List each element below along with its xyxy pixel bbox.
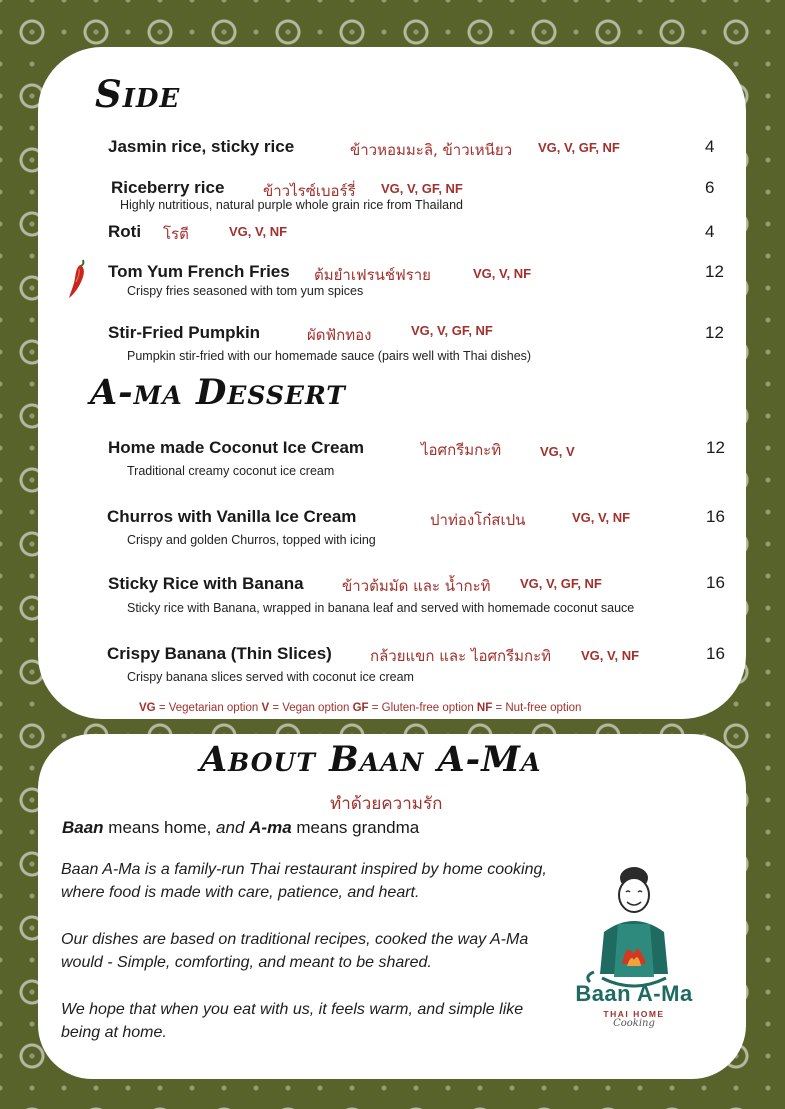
item-name: Jasmin rice, sticky rice — [108, 137, 295, 156]
item-thai-name: ไอศกรีมกะทิ — [421, 441, 502, 459]
item-name: Churros with Vanilla Ice Cream — [107, 507, 357, 526]
item-diet-tags: VG, V, NF — [581, 648, 640, 663]
legend-gf-key: GF — [352, 702, 369, 714]
legend-v-key: V — [261, 702, 270, 714]
item-price: 16 — [706, 644, 725, 663]
item-thai-name: ต้มยำเฟรนช์ฟราย — [314, 266, 431, 284]
about-tagline — [62, 818, 419, 838]
diet-legend — [139, 702, 581, 714]
item-diet-tags: VG, V — [540, 444, 575, 459]
logo-name: Baan A-Ma — [575, 981, 693, 1006]
item-description: Pumpkin stir-fried with our homemade sauce (pairs well with Thai dishes) — [127, 349, 532, 363]
item-description: Sticky rice with Banana, wrapped in banana leaf and served with homemade coconut sauce — [127, 601, 635, 615]
item-diet-tags: VG, V, GF, NF — [381, 181, 463, 196]
item-price: 16 — [706, 507, 725, 526]
item-thai-name: กล้วยแขก และ ไอศกรีมกะทิ — [370, 647, 552, 665]
item-name: Stir-Fried Pumpkin — [108, 323, 261, 342]
item-description: Crispy banana slices served with coconut ice cream — [127, 670, 414, 684]
legend-nf-key: NF — [476, 702, 493, 714]
about-paragraph: We hope that when you eat with us, it feels warm, and simple like being at home. — [61, 1001, 524, 1041]
item-price: 4 — [705, 137, 715, 156]
legend-vg-text: = Vegetarian option — [155, 702, 262, 714]
item-diet-tags: VG, V, GF, NF — [520, 576, 602, 591]
item-description: Crispy fries seasoned with tom yum spices — [127, 284, 364, 298]
item-name: Home made Coconut Ice Cream — [108, 438, 365, 457]
item-thai-name: ปาท่องโก๋สเปน — [430, 511, 526, 529]
legend-gf-text: = Gluten-free option — [368, 702, 477, 714]
item-price: 6 — [705, 178, 715, 197]
legend-nf-text: = Nut-free option — [492, 702, 582, 714]
item-name: Crispy Banana (Thin Slices) — [107, 644, 332, 663]
item-thai-name: ข้าวต้มมัด และ น้ำกะทิ — [342, 577, 491, 595]
logo-subtitle: THAI HOME — [603, 1009, 665, 1019]
item-price: 4 — [705, 222, 715, 241]
item-name: Riceberry rice — [111, 178, 225, 197]
item-thai-name: ข้าวหอมมะลิ, ข้าวเหนียว — [350, 141, 513, 159]
about-paragraph: Our dishes are based on traditional recipes, cooked the way A-Ma would - Simple, comforting, and meant to be shared. — [61, 931, 529, 971]
item-thai-name: ข้าวไรซ์เบอร์รี่ — [263, 182, 356, 200]
tagline-text: means grandma — [291, 818, 420, 837]
dessert-section-title: A-ma Dessert — [90, 372, 346, 413]
tagline-ama: A-ma — [249, 818, 292, 837]
item-diet-tags: VG, V, GF, NF — [411, 323, 493, 338]
tagline-baan: Baan — [62, 818, 104, 837]
about-paragraph: Baan A-Ma is a family-run Thai restaurant inspired by home cooking, where food is made with care, patience, and heart. — [61, 861, 547, 901]
about-thai-subtitle: ทำด้วยความรัก — [330, 794, 443, 814]
item-diet-tags: VG, V, GF, NF — [538, 140, 620, 155]
item-diet-tags: VG, V, NF — [473, 266, 532, 281]
tagline-text: means home, — [103, 818, 217, 837]
item-description: Crispy and golden Churros, topped with icing — [127, 533, 376, 547]
item-price: 12 — [705, 323, 724, 342]
side-section-title: Side — [95, 72, 181, 116]
item-thai-name: ผัดฟักทอง — [307, 326, 372, 344]
item-description: Highly nutritious, natural purple whole grain rice from Thailand — [120, 198, 463, 212]
legend-vg-key: VG — [139, 702, 156, 714]
about-section-title: About Baan A-Ma — [200, 739, 542, 780]
item-thai-name: โรตี — [163, 225, 189, 243]
item-diet-tags: VG, V, NF — [229, 224, 288, 239]
logo-script: Cooking — [613, 1018, 655, 1029]
item-price: 12 — [706, 438, 725, 457]
item-name: Tom Yum French Fries — [108, 262, 290, 281]
item-name: Roti — [108, 222, 142, 241]
item-price: 16 — [706, 573, 725, 592]
legend-v-text: = Vegan option — [269, 702, 353, 714]
tagline-and: and — [216, 818, 245, 837]
item-diet-tags: VG, V, NF — [572, 510, 631, 525]
chili-pepper-icon — [65, 258, 91, 300]
item-description: Traditional creamy coconut ice cream — [127, 464, 335, 478]
item-name: Sticky Rice with Banana — [108, 574, 304, 593]
item-price: 12 — [705, 262, 724, 281]
